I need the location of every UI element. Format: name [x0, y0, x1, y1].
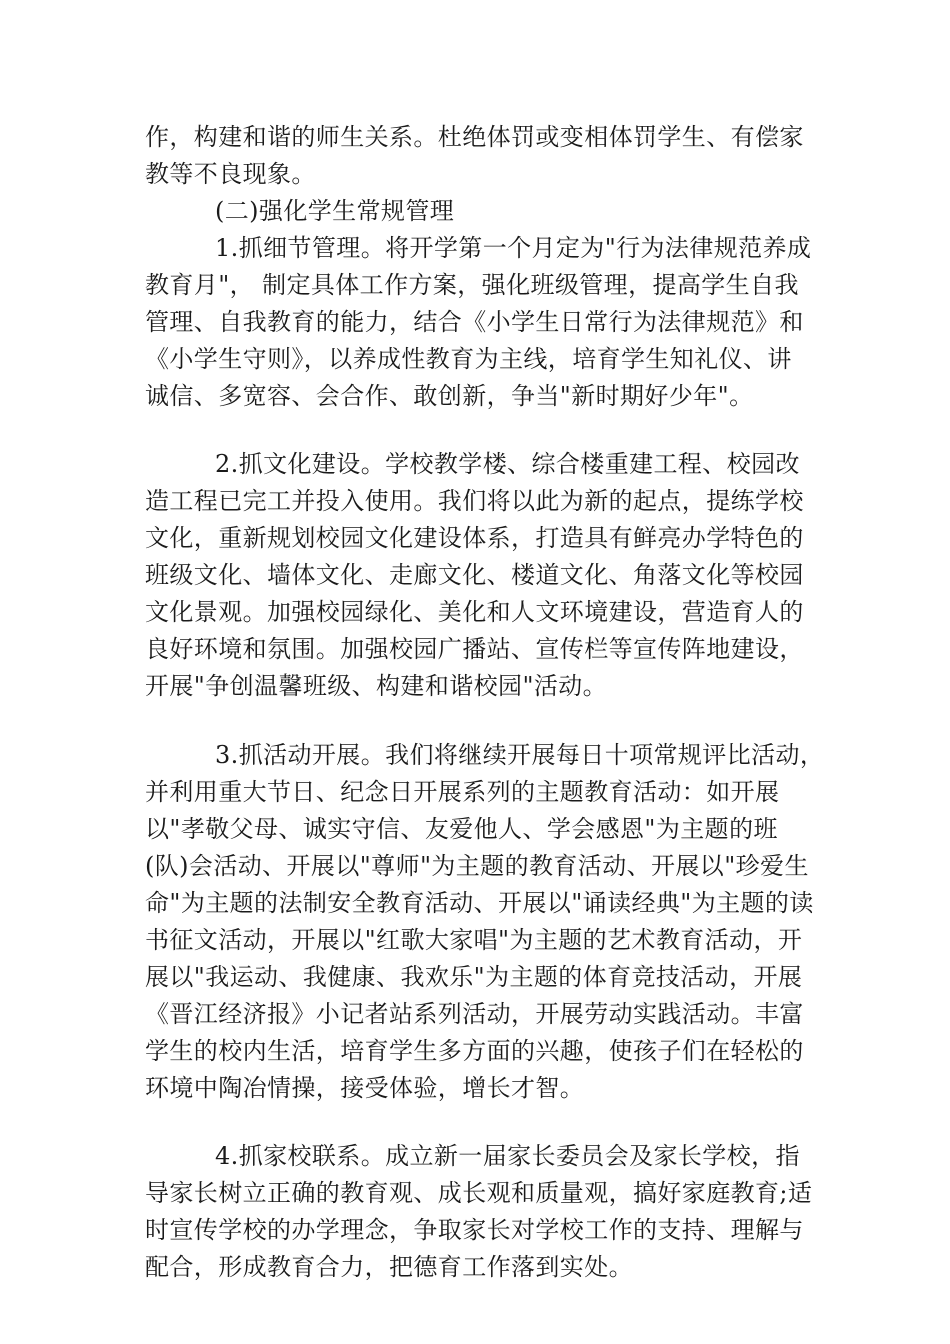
- paragraph-start: 4.抓家校联系。成立新一届家长委员会及家长学校，指: [215, 1142, 800, 1170]
- text-line: 导家长树立正确的教育观、成长观和质量观，搞好家庭教育;适: [145, 1179, 813, 1207]
- paragraph-start: 1.抓细节管理。将开学第一个月定为"行为法律规范养成: [215, 234, 812, 262]
- text-line: 环境中陶冶情操，接受体验，增长才智。: [145, 1074, 585, 1102]
- text-line: 教育月"， 制定具体工作方案，强化班级管理，提高学生自我: [145, 271, 799, 299]
- text-line: 展以"我运动、我健康、我欢乐"为主题的体育竞技活动，开展: [145, 963, 803, 991]
- text-line: 教等不良现象。: [145, 160, 316, 188]
- text-line: 学生的校内生活，培育学生多方面的兴趣，使孩子们在轻松的: [145, 1037, 804, 1065]
- text-line: 时宣传学校的办学理念，争取家长对学校工作的支持、理解与: [145, 1216, 804, 1244]
- text-line: 造工程已完工并投入使用。我们将以此为新的起点，提练学校: [145, 487, 804, 515]
- text-line: 文化，重新规划校园文化建设体系，打造具有鲜亮办学特色的: [145, 524, 804, 552]
- text-line: 《晋江经济报》小记者站系列活动，开展劳动实践活动。丰富: [145, 1000, 804, 1028]
- text-line: 配合，形成教育合力，把德育工作落到实处。: [145, 1253, 633, 1281]
- text-line: 并利用重大节日、纪念日开展系列的主题教育活动：如开展: [145, 778, 780, 806]
- text-line: 书征文活动，开展以"红歌大家唱"为主题的艺术教育活动，开: [145, 926, 803, 954]
- paragraph-start: 2.抓文化建设。学校教学楼、综合楼重建工程、校园改: [215, 450, 800, 478]
- text-line: 以"孝敬父母、诚实守信、友爱他人、学会感恩"为主题的班: [145, 815, 778, 843]
- paragraph-start: 3.抓活动开展。我们将继续开展每日十项常规评比活动，: [215, 741, 825, 769]
- text-line: 诚信、多宽容、会合作、敢创新，争当"新时期好少年"。: [145, 382, 754, 410]
- section-heading: (二)强化学生常规管理: [215, 197, 455, 225]
- text-line: 作，构建和谐的师生关系。杜绝体罚或变相体罚学生、有偿家: [145, 123, 804, 151]
- text-line: 管理、自我教育的能力，结合《小学生日常行为法律规范》和: [145, 308, 804, 336]
- text-line: 良好环境和氛围。加强校园广播站、宣传栏等宣传阵地建设，: [145, 635, 804, 663]
- text-line: (队)会活动、开展以"尊师"为主题的教育活动、开展以"珍爱生: [145, 852, 809, 880]
- text-line: 命"为主题的法制安全教育活动、开展以"诵读经典"为主题的读: [145, 889, 814, 917]
- text-line: 班级文化、墙体文化、走廊文化、楼道文化、角落文化等校园: [145, 561, 804, 589]
- text-line: 开展"争创温馨班级、构建和谐校园"活动。: [145, 672, 608, 700]
- text-line: 文化景观。加强校园绿化、美化和人文环境建设，营造育人的: [145, 598, 804, 626]
- text-line: 《小学生守则》，以养成性教育为主线，培育学生知礼仪、讲: [145, 345, 792, 373]
